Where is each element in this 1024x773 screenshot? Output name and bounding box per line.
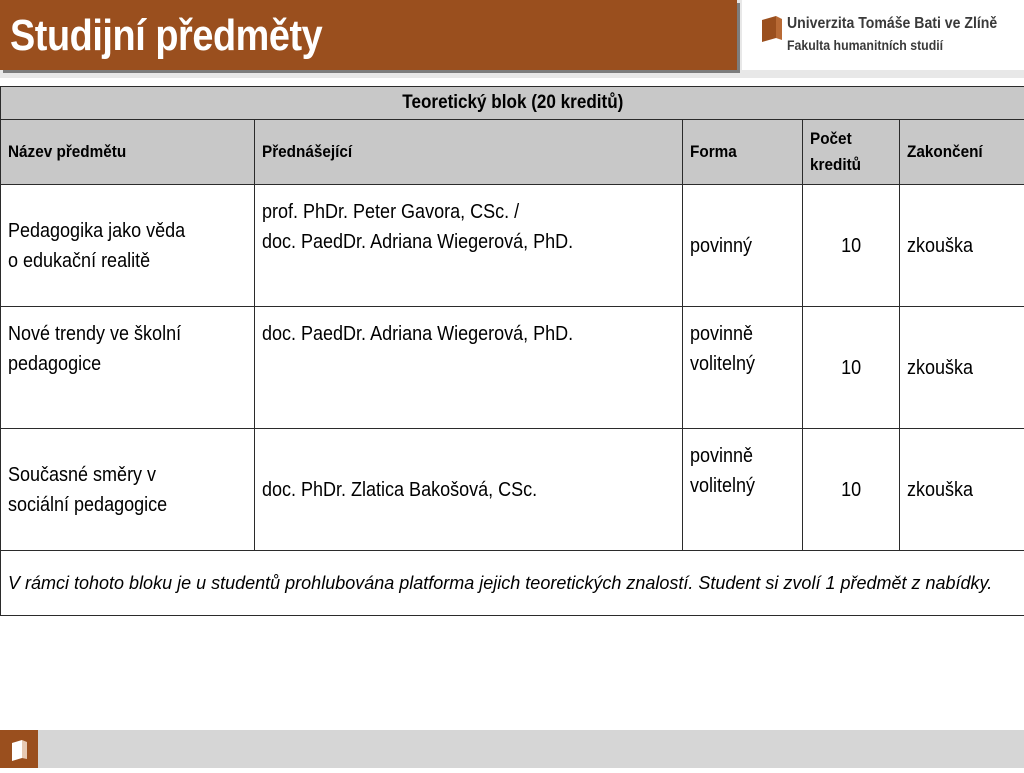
column-header-completion: Zakončení (900, 120, 1024, 185)
lecturer: doc. PhDr. Zlatica Bakošová, CSc. (255, 429, 683, 551)
page-title: Studijní předměty (10, 6, 322, 66)
book-icon (0, 730, 38, 768)
course-completion: zkouška (900, 307, 1024, 429)
course-completion: zkouška (900, 185, 1024, 307)
lecturer: prof. PhDr. Peter Gavora, CSc. / doc. PaedDr. Adriana Wiegerová, PhD. (255, 185, 683, 307)
block-title: Teoretický blok (20 kreditů) (1, 87, 1024, 120)
column-header-credits: Počet kreditů (803, 120, 900, 185)
course-credits: 10 (803, 307, 900, 429)
column-header-form: Forma (683, 120, 803, 185)
university-logo-icon (762, 16, 782, 42)
faculty-name: Fakulta humanitních studií (787, 37, 943, 53)
course-form: povinně volitelný (683, 429, 803, 551)
table-row (1, 429, 1024, 551)
course-completion: zkouška (900, 429, 1024, 551)
table-row (1, 307, 1024, 429)
footer-bar (0, 730, 1024, 768)
university-logo (742, 0, 1024, 70)
course-name: Pedagogika jako věda o edukační realitě (1, 185, 255, 307)
table-header-row (1, 120, 1024, 185)
block-note: V rámci tohoto bloku je u studentů prohlubována platforma jejich teoretických znalostí. Student si zvolí 1 předmět z nabídky. (1, 551, 1024, 616)
course-name: Současné směry v sociální pedagogice (1, 429, 255, 551)
university-name: Univerzita Tomáše Bati ve Zlíně (787, 15, 997, 33)
course-credits: 10 (803, 429, 900, 551)
column-header-lecturer: Přednášející (255, 120, 683, 185)
course-form: povinně volitelný (683, 307, 803, 429)
footer-logo (0, 730, 38, 768)
table-note-row (1, 551, 1024, 616)
course-form: povinný (683, 185, 803, 307)
title-box (0, 0, 737, 70)
course-name: Nové trendy ve školní pedagogice (1, 307, 255, 429)
table-block-header-row (1, 87, 1024, 120)
course-credits: 10 (803, 185, 900, 307)
column-header-course: Název předmětu (1, 120, 255, 185)
courses-table (0, 86, 1024, 616)
lecturer: doc. PaedDr. Adriana Wiegerová, PhD. (255, 307, 683, 429)
table-row (1, 185, 1024, 307)
